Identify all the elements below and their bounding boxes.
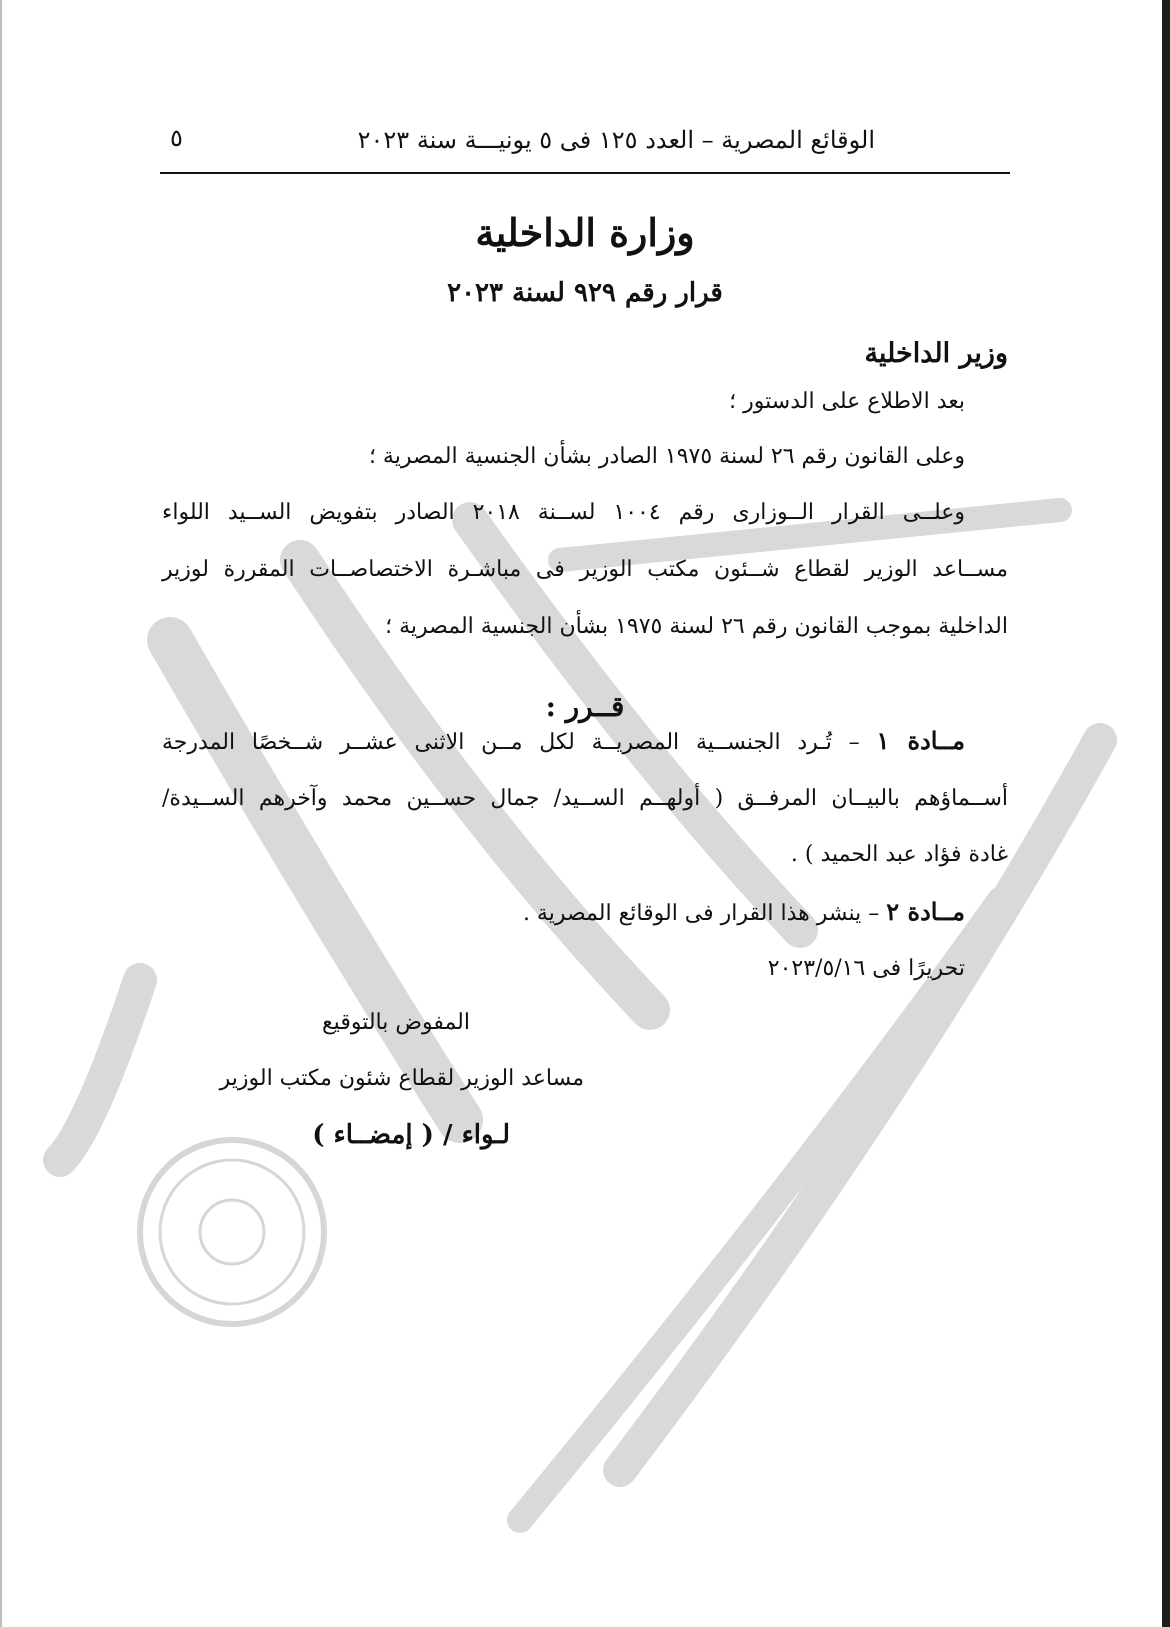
preamble-line: وعلــى القرار الــوزارى رقم ١٠٠٤ لســنة ٢٠١٨ الصادر بتفويض الســيد اللواء xyxy=(162,500,965,525)
page-number: ٥ xyxy=(170,124,183,152)
article-1-line: غادة فؤاد عبد الحميد ) . xyxy=(790,842,1008,867)
decree-title: قرار رقم ٩٢٩ لسنة ٢٠٢٣ xyxy=(447,278,723,308)
watermark-stroke xyxy=(60,980,140,1160)
preamble-line: مســاعد الوزير لقطاع شــئون مكتب الوزير فى مباشـرة الاختصاصــات المقررة لوزير xyxy=(162,557,1008,582)
running-title: الوقائع المصرية – العدد ١٢٥ فى ٥ يونيـــة سنة ٢٠٢٣ xyxy=(357,126,875,154)
article-1-name: مــادة ١ xyxy=(876,726,965,755)
signature-signed: لـواء / ( إمضــاء ) xyxy=(312,1120,510,1150)
date-line: تحريرًا فى ٢٠٢٣/٥/١٦ xyxy=(767,956,965,981)
article-1-line xyxy=(162,724,965,760)
article-2-line xyxy=(523,895,965,931)
article-2-text: – ينشر هذا القرار فى الوقائع المصرية . xyxy=(522,901,880,926)
article-2-name: مــادة ٢ xyxy=(886,897,965,926)
minister-heading: وزير الداخلية xyxy=(864,338,1008,369)
article-1-text: – تُـرد الجنســية المصريــة لكل مــن الاثنى عشــر شــخصًا المدرجة xyxy=(162,730,860,755)
preamble-line: وعلى القانون رقم ٢٦ لسنة ١٩٧٥ الصادر بشأن الجنسية المصرية ؛ xyxy=(368,444,965,469)
preamble-line: الداخلية بموجب القانون رقم ٢٦ لسنة ١٩٧٥ بشأن الجنسية المصرية ؛ xyxy=(385,614,1008,639)
official-seal xyxy=(140,1140,324,1324)
watermark-stroke xyxy=(520,900,1000,1520)
page-header xyxy=(160,122,1010,174)
article-1-line: أســماؤهم بالبيــان المرفــق ( أولهــم الســيد/ جمال حســين محمد وآخرهم الســيدة/ xyxy=(162,786,1008,811)
signature-position: مساعد الوزير لقطاع شئون مكتب الوزير xyxy=(219,1066,584,1091)
decided-heading: قــرر : xyxy=(545,690,625,723)
preamble-line: بعد الاطلاع على الدستور ؛ xyxy=(729,389,965,414)
ministry-title: وزارة الداخلية xyxy=(475,210,695,255)
signature-delegate: المفوض بالتوقيع xyxy=(321,1010,470,1035)
